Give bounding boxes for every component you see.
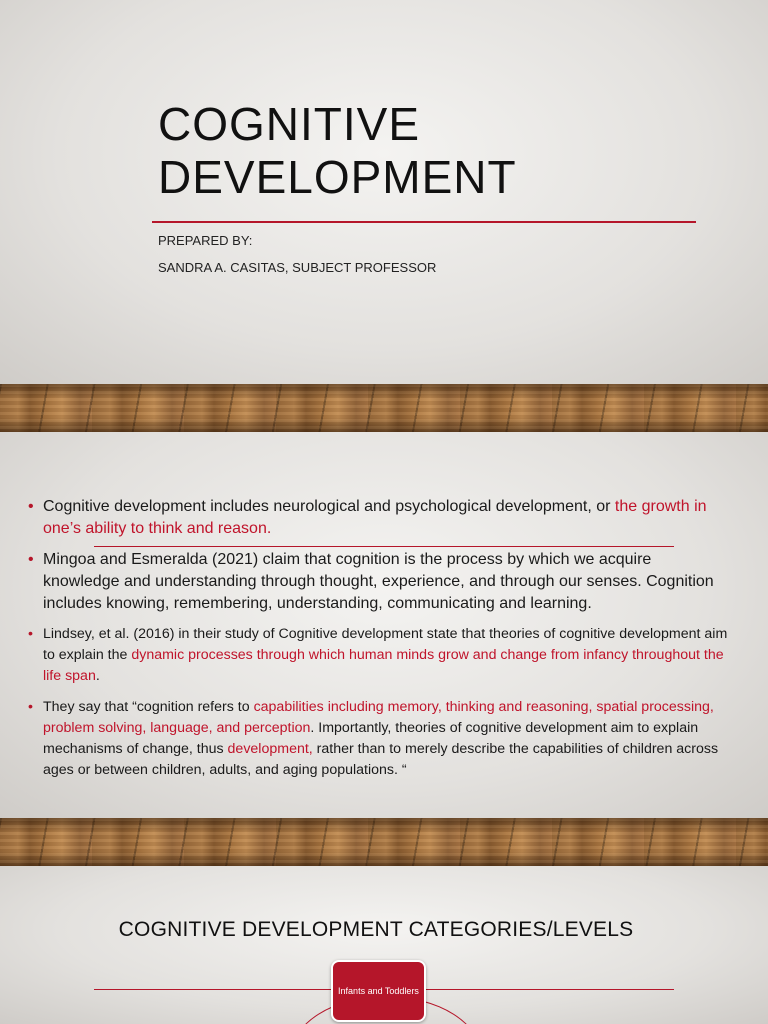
bullet-list [28,496,728,791]
categories-slide [0,866,768,1024]
author-name: SANDRA A. CASITAS, SUBJECT PROFESSOR [158,260,437,275]
bullet-highlight: capabilities including memory, thinking and reasoning, spatial processing, problem solving, language, and perception [43,699,714,736]
bullet-text-end: rather than to merely describe the capabilities of children across ages or between children, adults, and aging populations. “ [43,741,719,778]
bullet-text-end: . [95,668,100,684]
prepared-by-label: PREPARED BY: [158,233,253,248]
slide-title [158,98,517,204]
definition-slide [0,432,768,818]
category-node [331,960,426,1022]
title-divider [152,221,696,223]
title-line-1: COGNITIVE [158,98,421,150]
bullet-text: They say that “cognition refers to [43,699,254,715]
wood-floor-divider [0,818,768,866]
bullet-icon: • [28,498,34,515]
list-item [28,549,728,615]
wood-floor-divider [0,384,768,432]
bullet-text: Cognitive development includes neurological and psychological development, or [43,498,615,515]
bullet-highlight: the growth in one’s ability to think and reason. [43,498,707,537]
bullet-text: Mingoa and Esmeralda (2021) claim that cognition is the process by which we acquire knowledge and understanding through thought, experience, and through our senses. Cognition includes knowing, remembering, understanding, communicating and learning. [43,551,714,612]
category-node-label: Infants and Toddlers [338,986,419,996]
bullet-text-middle: . Importantly, theories of cognitive development aim to explain mechanisms of change, thus [43,720,699,757]
title-line-2: DEVELOPMENT [158,151,517,203]
bullet-highlight: dynamic processes through which human minds grow and change from infancy throughout the life span [43,647,724,684]
bullet-icon: • [28,626,33,642]
bullet-icon: • [28,699,33,715]
list-item [28,496,728,540]
bullet-icon: • [28,551,34,568]
slide-title: COGNITIVE DEVELOPMENT CATEGORIES/LEVELS [118,918,634,941]
list-item [28,624,728,687]
bullet-text: Lindsey, et al. (2016) in their study of Cognitive development state that theories of cognitive development aim to explain the [43,626,728,663]
title-slide [0,0,768,384]
bullet-highlight-2: development, [227,741,313,757]
list-item [28,697,728,781]
